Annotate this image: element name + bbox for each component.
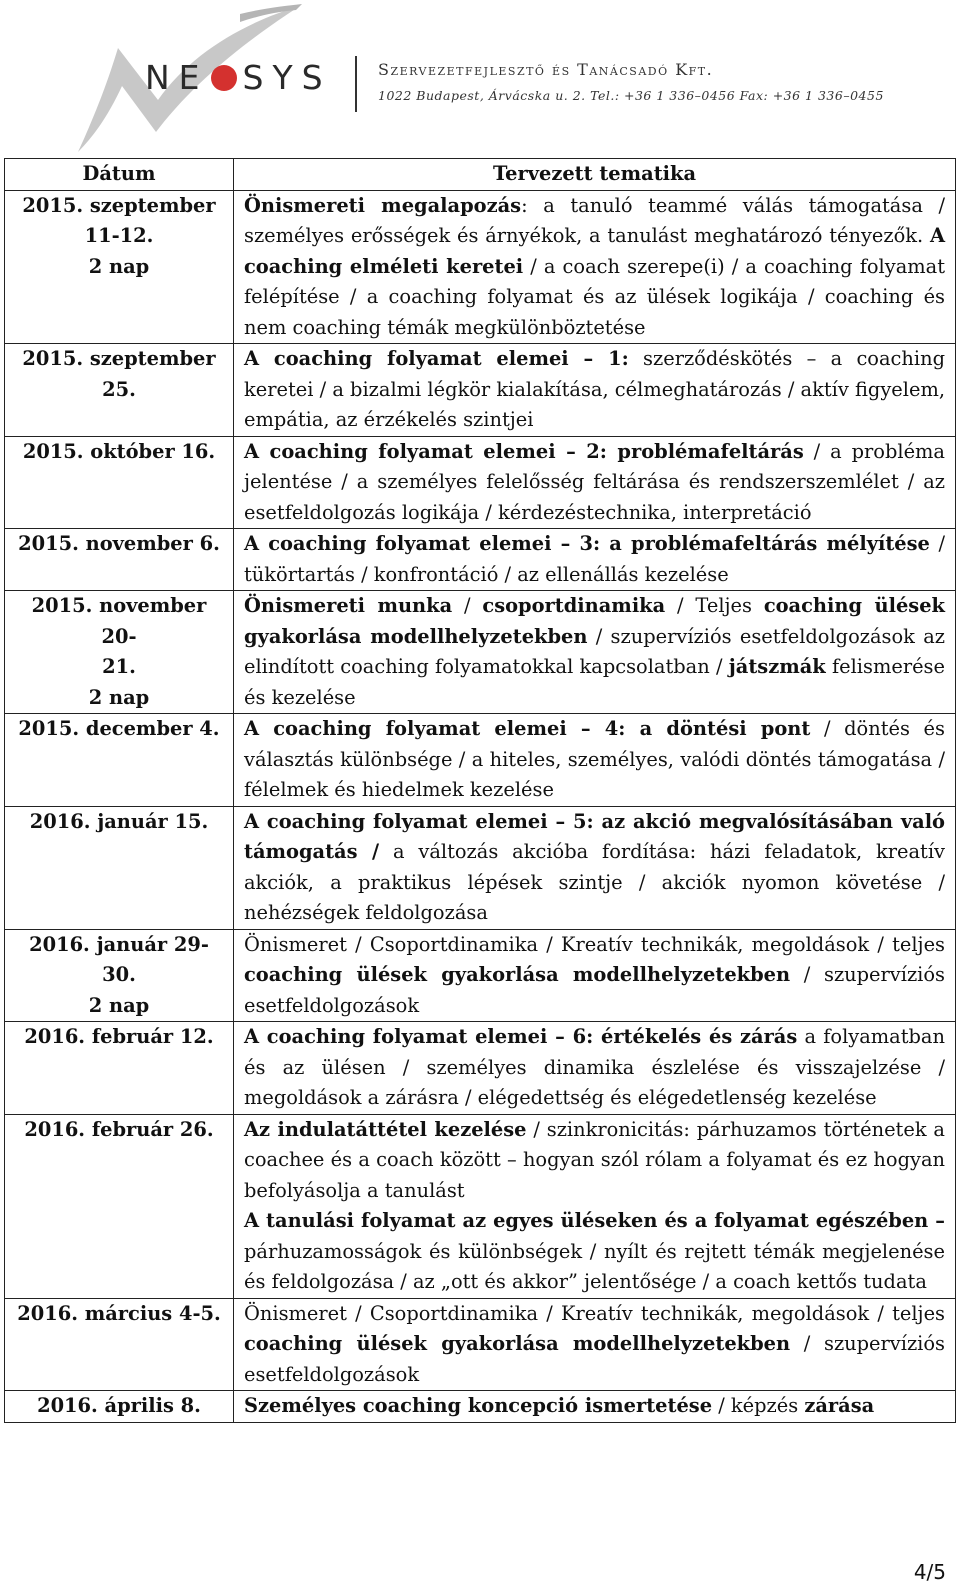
topic-emphasis: A coaching folyamat elemei – 6: értékelés és zárás (244, 1025, 798, 1048)
session-topic (234, 929, 956, 1022)
topic-text: a folyamatban és az ülésen / személyes dinamika észlelése és visszajelzése / megoldások a zárásra / elégedettség és elégedetlenség kezelése (244, 1025, 945, 1109)
topic-emphasis: A coaching elméleti keretei (244, 224, 945, 278)
table-row (5, 929, 956, 1022)
topic-text: / képzés (712, 1394, 805, 1417)
session-date (5, 1022, 234, 1115)
session-date-line: 2015. október 16. (22, 439, 216, 463)
session-topic (234, 1114, 956, 1298)
topic-emphasis: A coaching folyamat elemei – 2: problémafeltárás (244, 439, 804, 463)
session-date (5, 1391, 234, 1423)
topic-emphasis: Az indulatáttétel kezelése (244, 1117, 527, 1141)
topic-emphasis: játszmák (728, 655, 826, 678)
session-date (5, 344, 234, 437)
session-date-line: 2015. szeptember (22, 347, 216, 370)
session-date (5, 591, 234, 714)
topic-emphasis: coaching ülések gyakorlása modellhelyzetekben (244, 963, 791, 986)
session-topic (234, 1298, 956, 1391)
topic-text: Önismeret / Csoportdinamika / Kreatív technikák, megoldások / teljes (244, 932, 945, 956)
header-divider (355, 56, 357, 112)
table-header-row (5, 159, 956, 191)
table-row (5, 1391, 956, 1423)
brand-right: SYS (242, 58, 332, 97)
topic-text: / szupervíziós esetfeldolgozások (244, 963, 946, 1017)
session-date-line: 2 nap (88, 254, 150, 278)
topic-emphasis: A coaching folyamat elemei – 4: a döntési pont (244, 717, 811, 740)
session-topic (234, 190, 956, 344)
session-date-line: 2 nap (88, 685, 150, 709)
table-row (5, 1298, 956, 1391)
session-date (5, 806, 234, 929)
topic-emphasis: zárása (804, 1394, 875, 1417)
topic-emphasis: coaching ülések gyakorlása modellhelyzetekben (244, 1332, 791, 1355)
table-row (5, 806, 956, 929)
table-row (5, 1022, 956, 1115)
topic-text: / szinkronicitás: párhuzamos történetek a coachee és a coach között – hogyan szól rólam a folyamat és ez hogyan befolyásolja a tanulást (244, 1117, 945, 1202)
session-date (5, 1114, 234, 1298)
topic-text: / Teljes (665, 594, 764, 617)
session-date-line: 2016. április 8. (37, 1394, 201, 1417)
session-date-line: 2016. február 12. (24, 1025, 214, 1048)
topic-text: / szupervíziós esetfeldolgozások az elindított coaching folyamatokkal kapcsolatban / (244, 624, 945, 678)
session-date (5, 714, 234, 807)
table-row (5, 190, 956, 344)
session-date-line: 11-12. (84, 224, 154, 247)
session-date-line: 2016. január 15. (29, 809, 209, 833)
table-row (5, 436, 956, 529)
topic-text: / a probléma jelentése / a személyes felelősség feltárása és rendszerszemlélet / az esetfeldolgozás logikája / kérdezéstechnika, interpretáció (244, 439, 945, 524)
page-number: 4/5 (913, 1560, 946, 1584)
topic-text: a változás akcióba fordítása: házi feladatok, kreatív akciók, a praktikus lépések szintje / akciók nyomon követése / nehézségek feldolgozása (244, 840, 945, 924)
topic-emphasis: Személyes coaching koncepció ismertetése (244, 1394, 713, 1417)
table-row (5, 344, 956, 437)
topic-emphasis: A tanulási folyamat az egyes üléseken és a folyamat egészében – (244, 1209, 945, 1232)
topic-emphasis: coaching ülések gyakorlása modellhelyzetekben (244, 594, 945, 648)
session-topic (234, 436, 956, 529)
letterhead (0, 0, 960, 150)
brand-left: NE (145, 58, 209, 97)
topic-text: párhuzamosságok és különbségek / nyílt és rejtett témák megjelenése és feldolgozása / az „ott és akkor” jelentősége / a coach kettős tudata (244, 1239, 945, 1293)
schedule-body (5, 190, 956, 1422)
table-row (5, 714, 956, 807)
session-date (5, 1298, 234, 1391)
session-date-line: 2015. november 6. (18, 532, 220, 555)
topic-text: felismerése és kezelése (244, 655, 945, 709)
topic-emphasis: A coaching folyamat elemei – 3: a problémafeltárás mélyítése (244, 532, 930, 555)
topic-text: / döntés és választás különbsége / a hiteles, személyes, valódi döntés támogatása / félelmek és hiedelmek kezelése (244, 717, 945, 801)
topic-emphasis: Önismereti munka (244, 594, 453, 617)
table-row (5, 591, 956, 714)
session-topic (234, 1391, 956, 1423)
session-date-line: 2015. szeptember (22, 193, 216, 217)
session-topic (234, 344, 956, 437)
session-date (5, 436, 234, 529)
session-date (5, 929, 234, 1022)
session-topic (234, 591, 956, 714)
topic-emphasis: Önismereti megalapozás (244, 193, 522, 217)
session-date (5, 529, 234, 591)
brand-name (145, 58, 332, 97)
session-topic (234, 529, 956, 591)
session-date-line: 2016. március 4-5. (17, 1301, 221, 1325)
table-row (5, 529, 956, 591)
topic-emphasis: A coaching folyamat elemei – 5: az akció megvalósításában való támogatás / (244, 809, 945, 863)
topic-text: Önismeret / Csoportdinamika / Kreatív technikák, megoldások / teljes (244, 1301, 945, 1325)
schedule-table (4, 158, 956, 1423)
session-topic (234, 806, 956, 929)
topic-text: : a tanuló teammé válás támogatása / személyes erősségek és árnyékok, a tanulást meghatározó tényezők. (244, 193, 945, 247)
topic-emphasis: csoportdinamika (482, 594, 666, 617)
company-name: Szervezetfejlesztő és Tanácsadó Kft. (378, 60, 714, 79)
header-date: Dátum (5, 159, 234, 191)
topic-text: szerződéskötés – a coaching keretei / a bizalmi légkör kialakítása, célmeghatározás / aktív figyelem, empátia, az érzékelés szintjei (244, 347, 945, 431)
session-topic (234, 1022, 956, 1115)
topic-text: / a coach szerepe(i) / a coaching folyamat felépítése / a coaching folyamat és az ülések logikája / coaching és nem coaching témák megkülönböztetése (244, 254, 945, 339)
topic-emphasis: A coaching folyamat elemei – 1: (244, 347, 629, 370)
session-date-line: 2015. november 20- (31, 594, 207, 648)
topic-text: / tükörtartás / konfrontáció / az ellenállás kezelése (244, 532, 945, 586)
table-row (5, 1114, 956, 1298)
session-topic (234, 714, 956, 807)
brand-dot-icon (211, 65, 237, 91)
session-date-line: 2015. december 4. (18, 717, 220, 740)
session-date (5, 190, 234, 344)
company-address: 1022 Budapest, Árvácska u. 2. Tel.: +36 1 336–0456 Fax: +36 1 336–0455 (378, 88, 884, 103)
topic-text: / szupervíziós esetfeldolgozások (244, 1332, 946, 1386)
topic-text: / (452, 594, 483, 617)
session-date-line: 2016. február 26. (24, 1117, 214, 1141)
session-date-line: 25. (102, 377, 136, 401)
session-date-line: 21. (102, 655, 136, 678)
header-topic: Tervezett tematika (234, 159, 956, 191)
session-date-line: 2 nap (88, 993, 150, 1017)
session-date-line: 2016. január 29-30. (29, 932, 209, 986)
